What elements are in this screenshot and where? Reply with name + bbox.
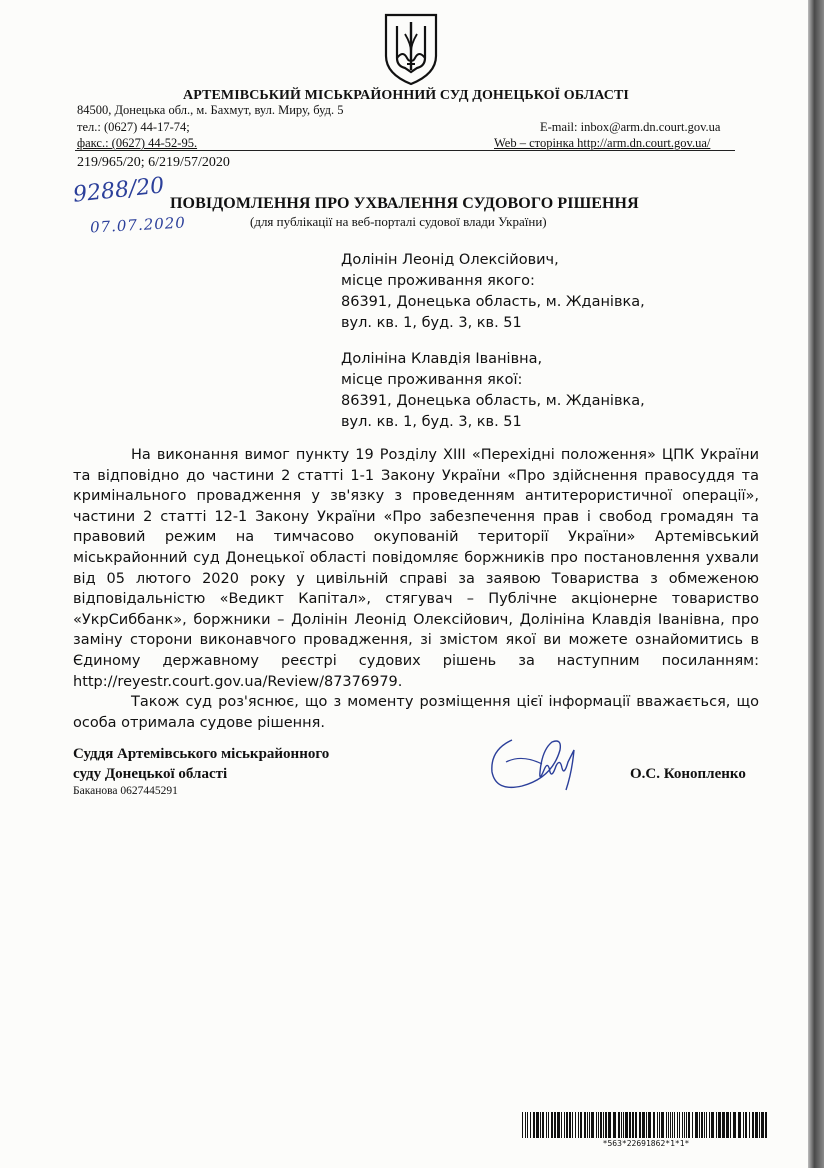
barcode-bar [522, 1112, 523, 1138]
barcode-bar [743, 1112, 744, 1138]
barcode-bar [699, 1112, 700, 1138]
judge-position-line: Суддя Артемівського міськрайонного [73, 746, 330, 762]
recipient-city: 86391, Донецька область, м. Жданівка, [341, 294, 645, 310]
barcode-number: *563*22691862*1*1* [602, 1139, 690, 1148]
handwritten-date: 07.07.2020 [89, 213, 187, 237]
barcode-bar [704, 1112, 705, 1138]
barcode-bar [646, 1112, 647, 1138]
barcode-bar [551, 1112, 553, 1138]
judge-position-line: суду Донецької області [73, 766, 228, 782]
recipient-residence-label: місце проживання якої: [341, 372, 523, 388]
recipient-street: вул. кв. 1, буд. 3, кв. 51 [341, 414, 522, 430]
barcode-bar [625, 1112, 628, 1138]
barcode-bar [692, 1112, 693, 1138]
barcode-bar [686, 1112, 687, 1138]
coat-of-arms-icon [383, 12, 439, 86]
handwritten-reg-number: 9288/20 [71, 173, 166, 208]
barcode-bar [605, 1112, 607, 1138]
court-name: АРТЕМІВСЬКИЙ МІСЬКРАЙОННИЙ СУД ДОНЕЦЬКОЇ ОБЛАСТІ [183, 88, 629, 103]
barcode-bar [623, 1112, 624, 1138]
barcode-bar [718, 1112, 721, 1138]
document-title: ПОВІДОМЛЕННЯ ПРО УХВАЛЕННЯ СУДОВОГО РІШЕННЯ [170, 195, 639, 212]
barcode-bar [584, 1112, 586, 1138]
barcode-bar [701, 1112, 703, 1138]
notice-body [73, 445, 759, 733]
court-web: Web – сторінка http://arm.dn.court.gov.ua/ [494, 136, 711, 150]
barcode-bar [578, 1112, 579, 1138]
barcode-bar [530, 1112, 531, 1138]
barcode-bar [527, 1112, 528, 1138]
judge-position [73, 744, 329, 798]
barcode-bar [752, 1112, 754, 1138]
barcode-bar [709, 1112, 710, 1138]
barcode-bar [580, 1112, 582, 1138]
barcode-bar [722, 1112, 725, 1138]
barcode-bar [575, 1112, 576, 1138]
barcode-bar [629, 1112, 631, 1138]
recipient-block-1 [341, 250, 645, 334]
barcode-bar [659, 1112, 660, 1138]
judge-name: О.С. Конопленко [630, 766, 746, 782]
barcode-bar [618, 1112, 620, 1138]
barcode-bar [603, 1112, 604, 1138]
recipient-city: 86391, Донецька область, м. Жданівка, [341, 393, 645, 409]
barcode-bar [564, 1112, 565, 1138]
recipient-name: Долініна Клавдія Іванівна, [341, 351, 543, 367]
case-numbers: 219/965/20; 6/219/57/2020 [77, 155, 230, 170]
barcode-bar [716, 1112, 717, 1138]
barcode-bar [635, 1112, 637, 1138]
recipient-residence-label: місце проживання якого: [341, 273, 535, 289]
recipient-block-2 [341, 349, 645, 433]
barcode-bar [761, 1112, 764, 1138]
barcode-bar [596, 1112, 597, 1138]
barcode-bar [749, 1112, 750, 1138]
barcode-bar [613, 1112, 616, 1138]
barcode-bar [765, 1112, 767, 1138]
barcode-bar [682, 1112, 683, 1138]
barcode-bar [621, 1112, 622, 1138]
court-phone: тел.: (0627) 44-17-74; [77, 120, 190, 134]
barcode-bar [536, 1112, 539, 1138]
barcode-bar [733, 1112, 736, 1138]
barcode-bar [546, 1112, 547, 1138]
barcode-bar [653, 1112, 655, 1138]
court-address: 84500, Донецька обл., м. Бахмут, вул. Миру, буд. 5 [77, 103, 344, 117]
barcode-bar [591, 1112, 594, 1138]
barcode-bar [661, 1112, 664, 1138]
barcode-bar [557, 1112, 560, 1138]
barcode-bar [598, 1112, 599, 1138]
barcode-bar [668, 1112, 669, 1138]
barcode-bar [688, 1112, 690, 1138]
barcode-bar [672, 1112, 673, 1138]
document-subtitle: (для публікації на веб-порталі судової влади України) [250, 214, 547, 229]
handwritten-signature [482, 720, 582, 800]
barcode-bar [639, 1112, 641, 1138]
barcode-bar [657, 1112, 658, 1138]
notice-paragraph: Також суд роз'яснює, що з моменту розміщення цієї інформації вважається, що особа отримала судове рішення. [73, 694, 759, 731]
barcode-bar [572, 1112, 573, 1138]
notice-paragraph: На виконання вимог пункту 19 Розділу XIII «Перехідні положення» ЦПК України та відповідно до частини 2 статті 1-1 Закону України «Про здійснення правосуддя та кримінального провадження у зв'язку з проведенням антитерористичної операції», частини 2 статті 12-1 Закону України «Про забезпечення прав і свобод громадян та правовий режим на тимчасово окупованій території України» Артемівський міськрайонний суд Донецької області повідомляє боржників про постановлення ухвали від 05 лютого 2020 року у цивільній справі за заявою Товариства з обмеженою відповідальністю «Ведикт Капітал», стягувач – Публічне акціонерне товариство «УкрСиббанк», боржники – Долінін Леонід Олексійович, Долініна Клавдія Іванівна, про заміну сторони виконавчого провадження, зі змістом якої ви можете ознайомитись в Єдиному державному реєстрі судових рішень за наступним посиланням: http://reyestr.court.gov.ua/Review/87376979. [73, 447, 759, 690]
barcode-bar [745, 1112, 747, 1138]
barcode-bar [542, 1112, 544, 1138]
clerk-contact: Баканова 0627445291 [73, 785, 178, 797]
barcode-bar [540, 1112, 541, 1138]
barcode-bar [695, 1112, 698, 1138]
barcode-bar [548, 1112, 549, 1138]
barcode-bar [648, 1112, 651, 1138]
barcode-bar [632, 1112, 634, 1138]
scan-edge [808, 0, 824, 1168]
barcode-bar [608, 1112, 611, 1138]
barcode-bar [642, 1112, 645, 1138]
barcode-bar [670, 1112, 671, 1138]
recipient-name: Долінін Леонід Олексійович, [341, 252, 559, 268]
barcode-bar [711, 1112, 714, 1138]
barcode-bar [679, 1112, 680, 1138]
barcode-bar [566, 1112, 568, 1138]
barcode-bar [589, 1112, 590, 1138]
barcode-bar [738, 1112, 741, 1138]
barcode-bar [706, 1112, 707, 1138]
barcode-bar [759, 1112, 760, 1138]
barcode-bar [677, 1112, 678, 1138]
barcode-bar [684, 1112, 685, 1138]
barcode-bar [569, 1112, 571, 1138]
barcode-bar [726, 1112, 729, 1138]
court-fax: факс.: (0627) 44-52-95. [77, 136, 198, 150]
barcode-bar [755, 1112, 758, 1138]
barcode-bar [666, 1112, 667, 1138]
barcode-bar [533, 1112, 535, 1138]
document-barcode [522, 1112, 770, 1138]
recipient-street: вул. кв. 1, буд. 3, кв. 51 [341, 315, 522, 331]
barcode-bar [561, 1112, 562, 1138]
barcode-bar [674, 1112, 675, 1138]
barcode-bar [600, 1112, 602, 1138]
barcode-bar [525, 1112, 526, 1138]
header-divider [75, 150, 735, 151]
barcode-bar [730, 1112, 731, 1138]
barcode-bar [554, 1112, 556, 1138]
barcode-bar [587, 1112, 588, 1138]
court-email: E-mail: inbox@arm.dn.court.gov.ua [540, 120, 721, 134]
